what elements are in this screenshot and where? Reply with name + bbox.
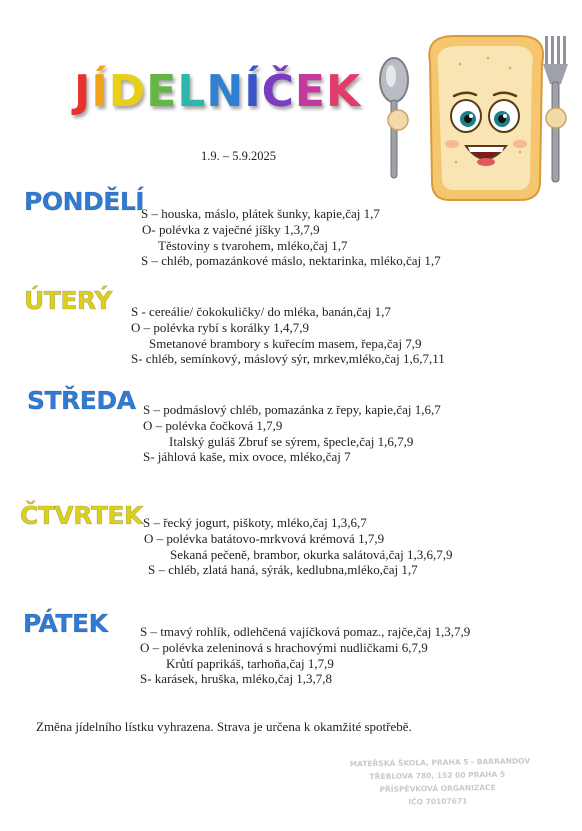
title-letter: Í (244, 66, 262, 117)
day-heading-tuesday: ÚTERÝ (24, 286, 112, 315)
disclaimer-note: Změna jídelního lístku vyhrazena. Strava je určena k okamžité spotřebě. (36, 719, 412, 734)
title-letter: K (325, 66, 362, 117)
menu-line: S – řecký jogurt, piškoty, mléko,čaj 1,3,6,7 (143, 515, 367, 530)
title-letter: D (108, 66, 147, 117)
menu-line: O – polévka rybí s korálky 1,4,7,9 (131, 319, 310, 335)
menu-line: S- chléb, semínkový, máslový sýr, mrkev,mléko,čaj 1,6,7,11 (131, 351, 445, 367)
stamp-line: PŘÍSPĚVKOVÁ ORGANIZACE (379, 782, 496, 795)
stamp-line: IČO 70107671 (408, 796, 468, 807)
menu-line: S – podmáslový chléb, pomazánka z řepy, kapie,čaj 1,6,7 (143, 402, 441, 417)
title-letter: J (74, 66, 92, 117)
title-letter: L (177, 66, 207, 117)
day-heading-thursday: ČTVRTEK (20, 501, 143, 530)
title-letter: E (146, 66, 178, 117)
date-range: 1.9. – 5.9.2025 (201, 149, 276, 163)
menu-line: S- karásek, hruška, mléko,čaj 1,3,7,8 (140, 671, 333, 687)
stamp-line: MATEŘSKÁ ŠKOLA, PRAHA 5 - BARRANDOV (349, 756, 531, 769)
title-letter: E (294, 66, 326, 117)
menu-line: S – chléb, zlatá haná, sýrák, kedlubna,mléko,čaj 1,7 (148, 562, 418, 578)
menu-line: O – polévka zeleninová s hrachovými nudličkami 6,7,9 (140, 639, 428, 655)
day-menu-wednesday (143, 402, 441, 465)
day-heading-wednesday: STŘEDA (27, 386, 136, 415)
menu-line: S- jáhlová kaše, mix ovoce, mléko,čaj 7 (143, 449, 351, 465)
menu-line: Krůtí paprikáš, tarhoňa,čaj 1,7,9 (166, 655, 334, 671)
title-letter: Í (91, 66, 109, 117)
day-heading-friday: PÁTEK (23, 609, 108, 638)
menu-line: O- polévka z vaječné jíšky 1,3,7,9 (142, 221, 320, 237)
menu-line: S – chléb, pomazánkové máslo, nektarinka, mléko,čaj 1,7 (141, 253, 441, 269)
menu-line: Těstoviny s tvarohem, mléko,čaj 1,7 (158, 237, 348, 253)
toast-mascot-illustration (370, 22, 576, 208)
menu-title (74, 66, 361, 117)
school-stamp (349, 754, 531, 809)
menu-line: Italský guláš Zbruf se sýrem, špecle,čaj 1,6,7,9 (169, 433, 414, 449)
day-menu-tuesday (131, 304, 445, 367)
day-menu-friday (140, 624, 470, 687)
menu-line: S – tmavý rohlík, odlehčená vajíčková pomaz., rajče,čaj 1,3,7,9 (140, 624, 471, 639)
menu-line: Sekaná pečeně, brambor, okurka salátová,čaj 1,3,6,7,9 (170, 546, 453, 562)
day-heading-monday: PONDĚLÍ (24, 187, 145, 216)
stamp-line: TŘEBLOVA 780, 152 00 PRAHA 5 (369, 769, 506, 782)
menu-line: S – houska, máslo, plátek šunky, kapie,čaj 1,7 (141, 206, 380, 221)
menu-line: O – polévka čočková 1,7,9 (143, 417, 283, 433)
title-letter: Č (261, 66, 295, 117)
menu-line: Smetanové brambory s kuřecím masem, řepa,čaj 7,9 (149, 335, 422, 351)
day-menu-thursday (143, 515, 452, 578)
day-menu-monday (141, 206, 441, 269)
title-letter: N (206, 66, 245, 117)
menu-line: O – polévka batátovo-mrkvová krémová 1,7,9 (144, 530, 385, 546)
menu-line: S - cereálie/ čokokuličky/ do mléka, banán,čaj 1,7 (131, 304, 391, 319)
